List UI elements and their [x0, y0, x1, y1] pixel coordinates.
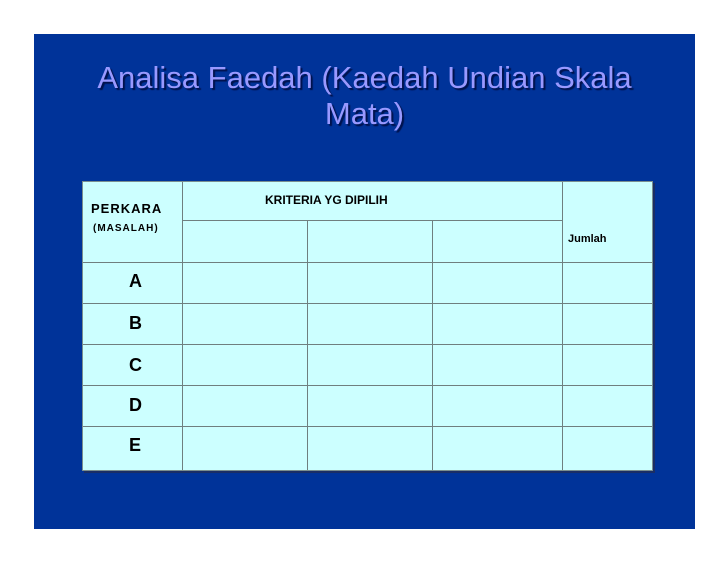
table-divider-row-2 [83, 344, 652, 345]
slide-title-line-1: Analisa Faedah (Kaedah Undian Skala [97, 60, 632, 95]
table-divider-criteria [182, 220, 562, 221]
table-divider-col-3 [432, 221, 433, 470]
row-label-b: B [129, 313, 142, 333]
row-label-e: E [129, 435, 142, 455]
header-masalah: (MASALAH) [93, 223, 159, 234]
row-label-c: C [129, 355, 142, 375]
slide [34, 34, 695, 529]
header-perkara: PERKARA [91, 201, 163, 216]
voting-table [82, 181, 653, 471]
table-divider-col-2 [307, 221, 308, 470]
table-divider-header [83, 262, 652, 263]
slide-title-line-2: Mata) [324, 96, 405, 131]
row-label-a: A [129, 271, 142, 291]
table-divider-row-1 [83, 303, 652, 304]
table-divider-row-3 [83, 385, 652, 386]
header-kriteria: KRITERIA YG DIPILIH [265, 193, 388, 207]
slide-title [34, 60, 695, 132]
table-divider-row-4 [83, 426, 652, 427]
row-label-d: D [129, 395, 142, 415]
header-jumlah: Jumlah [568, 233, 607, 245]
